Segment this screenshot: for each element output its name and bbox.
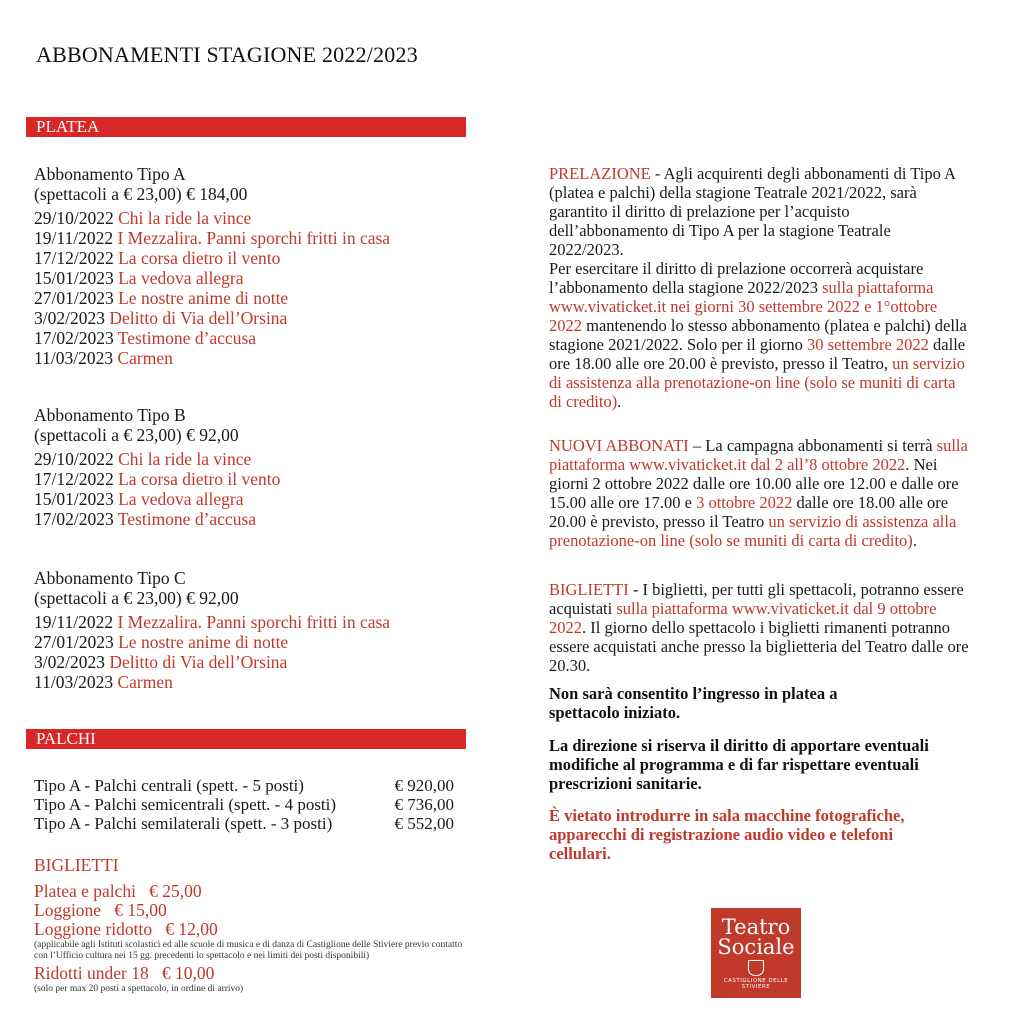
notice-divieto: È vietato introdurre in sala macchine fotografiche, apparecchi di registrazione audio video e telefoni cellulari. (549, 806, 905, 863)
prelazione-label: PRELAZIONE (549, 164, 651, 183)
event-title: Delitto di Via dell’Orsina (109, 652, 288, 672)
event-title: Delitto di Via dell’Orsina (109, 308, 288, 328)
subscription-price: (spettacoli a € 23,00) € 92,00 (34, 588, 239, 608)
palchi-price: € 920,00 (394, 776, 454, 795)
palchi-price: € 736,00 (394, 795, 454, 814)
nuovi-text: dalle ore 18.00 alle ore 20.00 è previsto, presso il Teatro (549, 493, 949, 531)
event-item (34, 612, 390, 632)
section-header-platea: PLATEA (26, 117, 466, 137)
event-date: 17/12/2022 (34, 469, 114, 489)
page-title: ABBONAMENTI STAGIONE 2022/2023 (36, 42, 418, 67)
prelazione-text: Per esercitare il diritto di prelazione occorrerà acquistare l’abbonamento della stagione 2022/2023 (549, 259, 924, 297)
prelazione-highlight: un servizio di assistenza alla prenotazione-on line (solo se muniti di carta di credito) (549, 354, 965, 411)
price-loggione-ridotto: Loggione ridotto € 12,00 (34, 919, 218, 939)
nuovi-highlight: 3 ottobre 2022 (696, 493, 793, 512)
event-date: 11/03/2023 (34, 672, 114, 692)
price-platea-palchi: Platea e palchi € 25,00 (34, 881, 202, 901)
subscription-tipo-b (34, 405, 280, 529)
event-date: 17/12/2022 (34, 248, 114, 268)
biglietti-heading: BIGLIETTI (34, 855, 119, 875)
nuovi-text: . (912, 531, 917, 550)
price-ridotti-under-18: Ridotti under 18 € 10,00 (34, 963, 215, 983)
biglietti-info-text: . Il giorno dello spettacolo i biglietti rimanenti potranno essere acquistati anche presso la biglietteria del Teatro dalle ore 20.30. (549, 618, 969, 675)
palchi-price-table (34, 776, 454, 833)
event-item (34, 632, 390, 652)
palchi-label: Tipo A - Palchi centrali (spett. - 5 posti) (34, 776, 304, 795)
logo-text-sociale: Sociale (717, 934, 795, 959)
event-item (34, 652, 390, 672)
subscription-tipo-a (34, 164, 390, 368)
price-loggione: Loggione € 15,00 (34, 900, 167, 920)
event-title: La vedova allegra (118, 489, 244, 509)
note-ridotti: (solo per max 20 posti a spettacolo, in ordine di arrivo) (34, 984, 244, 994)
event-date: 3/02/2023 (34, 308, 110, 328)
event-list (34, 612, 390, 692)
prelazione-text: . (617, 392, 622, 411)
palchi-price: € 552,00 (394, 814, 454, 833)
event-list (34, 208, 390, 368)
event-item (34, 348, 390, 368)
event-date: 27/01/2023 (34, 632, 114, 652)
nuovi-highlight: sulla piattaforma www.vivaticket.it dal 2 all’8 ottobre 2022 (549, 436, 968, 474)
event-item (34, 489, 280, 509)
event-title: Le nostre anime di notte (118, 288, 289, 308)
event-item (34, 308, 390, 328)
biglietti-info-section (549, 580, 969, 675)
prelazione-text: mantenendo lo stesso abbonamento (platea e palchi) della stagione 2021/2022. Solo per il giorno (549, 316, 967, 354)
logo-text-location: CASTIGLIONE DELLE STIVIERE (723, 977, 789, 990)
subscription-name: Abbonamento Tipo C (34, 568, 186, 588)
event-item (34, 509, 280, 529)
event-title: La corsa dietro il vento (118, 469, 281, 489)
event-date: 19/11/2022 (34, 228, 114, 248)
event-item (34, 268, 390, 288)
biglietti-info-highlight: sulla piattaforma www.vivaticket.it dal 9 ottobre 2022 (549, 599, 937, 637)
event-item (34, 449, 280, 469)
palchi-row (34, 776, 454, 795)
nuovi-label: NUOVI ABBONATI (549, 436, 689, 455)
event-title: Le nostre anime di notte (118, 632, 289, 652)
prelazione-highlight: 30 settembre 2022 (807, 335, 929, 354)
event-title: Carmen (117, 348, 173, 368)
crest-icon (748, 960, 764, 976)
logo-text-teatro: Teatro (721, 914, 791, 939)
nuovi-text: . Nei giorni 2 ottobre 2022 dalle ore 10.00 alle ore 12.00 e dalle ore 15.00 alle ore 17.00 e (549, 455, 959, 512)
event-title: Testimone d’accusa (117, 509, 257, 529)
event-list (34, 449, 280, 529)
event-item (34, 288, 390, 308)
subscription-name: Abbonamento Tipo A (34, 164, 186, 184)
event-title: Chi la ride la vince (118, 449, 252, 469)
event-date: 29/10/2022 (34, 449, 114, 469)
nuovi-highlight: un servizio di assistenza alla prenotazione-on line (solo se muniti di carta di credito) (549, 512, 957, 550)
palchi-label: Tipo A - Palchi semicentrali (spett. - 4 posti) (34, 795, 337, 814)
prelazione-section (549, 164, 969, 411)
palchi-row (34, 814, 454, 833)
event-item (34, 248, 390, 268)
event-item (34, 672, 390, 692)
nuovi-abbonati-section (549, 436, 969, 550)
nuovi-text: – La campagna abbonamenti si terrà (688, 436, 937, 455)
event-date: 19/11/2022 (34, 612, 114, 632)
event-title: I Mezzalira. Panni sporchi fritti in casa (117, 612, 391, 632)
event-date: 17/02/2023 (34, 328, 114, 348)
notice-direzione: La direzione si riserva il diritto di apportare eventuali modifiche al programma e di far rispettare eventuali prescrizioni sanitarie. (549, 736, 929, 793)
event-date: 15/01/2023 (34, 489, 114, 509)
event-date: 11/03/2023 (34, 348, 114, 368)
subscription-price: (spettacoli a € 23,00) € 92,00 (34, 425, 239, 445)
prelazione-highlight: sulla piattaforma www.vivaticket.it nei giorni 30 settembre 2022 e 1°ottobre 2022 (549, 278, 938, 335)
event-date: 15/01/2023 (34, 268, 114, 288)
biglietti-info-text: - I biglietti, per tutti gli spettacoli, potranno essere acquistati (549, 580, 964, 618)
event-title: Carmen (117, 672, 173, 692)
event-date: 17/02/2023 (34, 509, 114, 529)
event-date: 3/02/2023 (34, 652, 110, 672)
event-item (34, 328, 390, 348)
prelazione-text: dalle ore 18.00 alle ore 20.00 è previsto, presso il Teatro, (549, 335, 966, 373)
prelazione-text: - Agli acquirenti degli abbonamenti di Tipo A (platea e palchi) della stagione Teatrale 2021/2022, sarà garantito il diritto di prelazione per l’acquisto dell’abbonamento di Tipo A per la stagione Teatrale 2022/2023. (549, 164, 956, 259)
event-title: La corsa dietro il vento (118, 248, 281, 268)
biglietti-info-label: BIGLIETTI (549, 580, 629, 599)
section-header-palchi: PALCHI (26, 729, 466, 749)
subscription-tipo-c (34, 568, 390, 692)
event-item (34, 228, 390, 248)
notice-ingresso: Non sarà consentito l’ingresso in platea a spettacolo iniziato. (549, 684, 838, 722)
palchi-label: Tipo A - Palchi semilaterali (spett. - 3 posti) (34, 814, 333, 833)
palchi-row (34, 795, 454, 814)
subscription-name: Abbonamento Tipo B (34, 405, 186, 425)
subscription-price: (spettacoli a € 23,00) € 184,00 (34, 184, 248, 204)
event-item (34, 208, 390, 228)
note-loggione-ridotto: (applicabile agli Istituti scolastici ed alle scuole di musica e di danza di Castiglione delle Stiviere previo contatto con l’Ufficio cultura nei 15 gg. precedenti lo spettacolo e nei limiti dei posti disponibili) (34, 940, 463, 961)
event-date: 29/10/2022 (34, 208, 114, 228)
event-title: Testimone d’accusa (117, 328, 257, 348)
event-title: La vedova allegra (118, 268, 244, 288)
event-title: I Mezzalira. Panni sporchi fritti in casa (117, 228, 391, 248)
event-title: Chi la ride la vince (118, 208, 252, 228)
teatro-sociale-logo (711, 908, 801, 998)
ticket-prices (34, 882, 474, 997)
event-item (34, 469, 280, 489)
event-date: 27/01/2023 (34, 288, 114, 308)
